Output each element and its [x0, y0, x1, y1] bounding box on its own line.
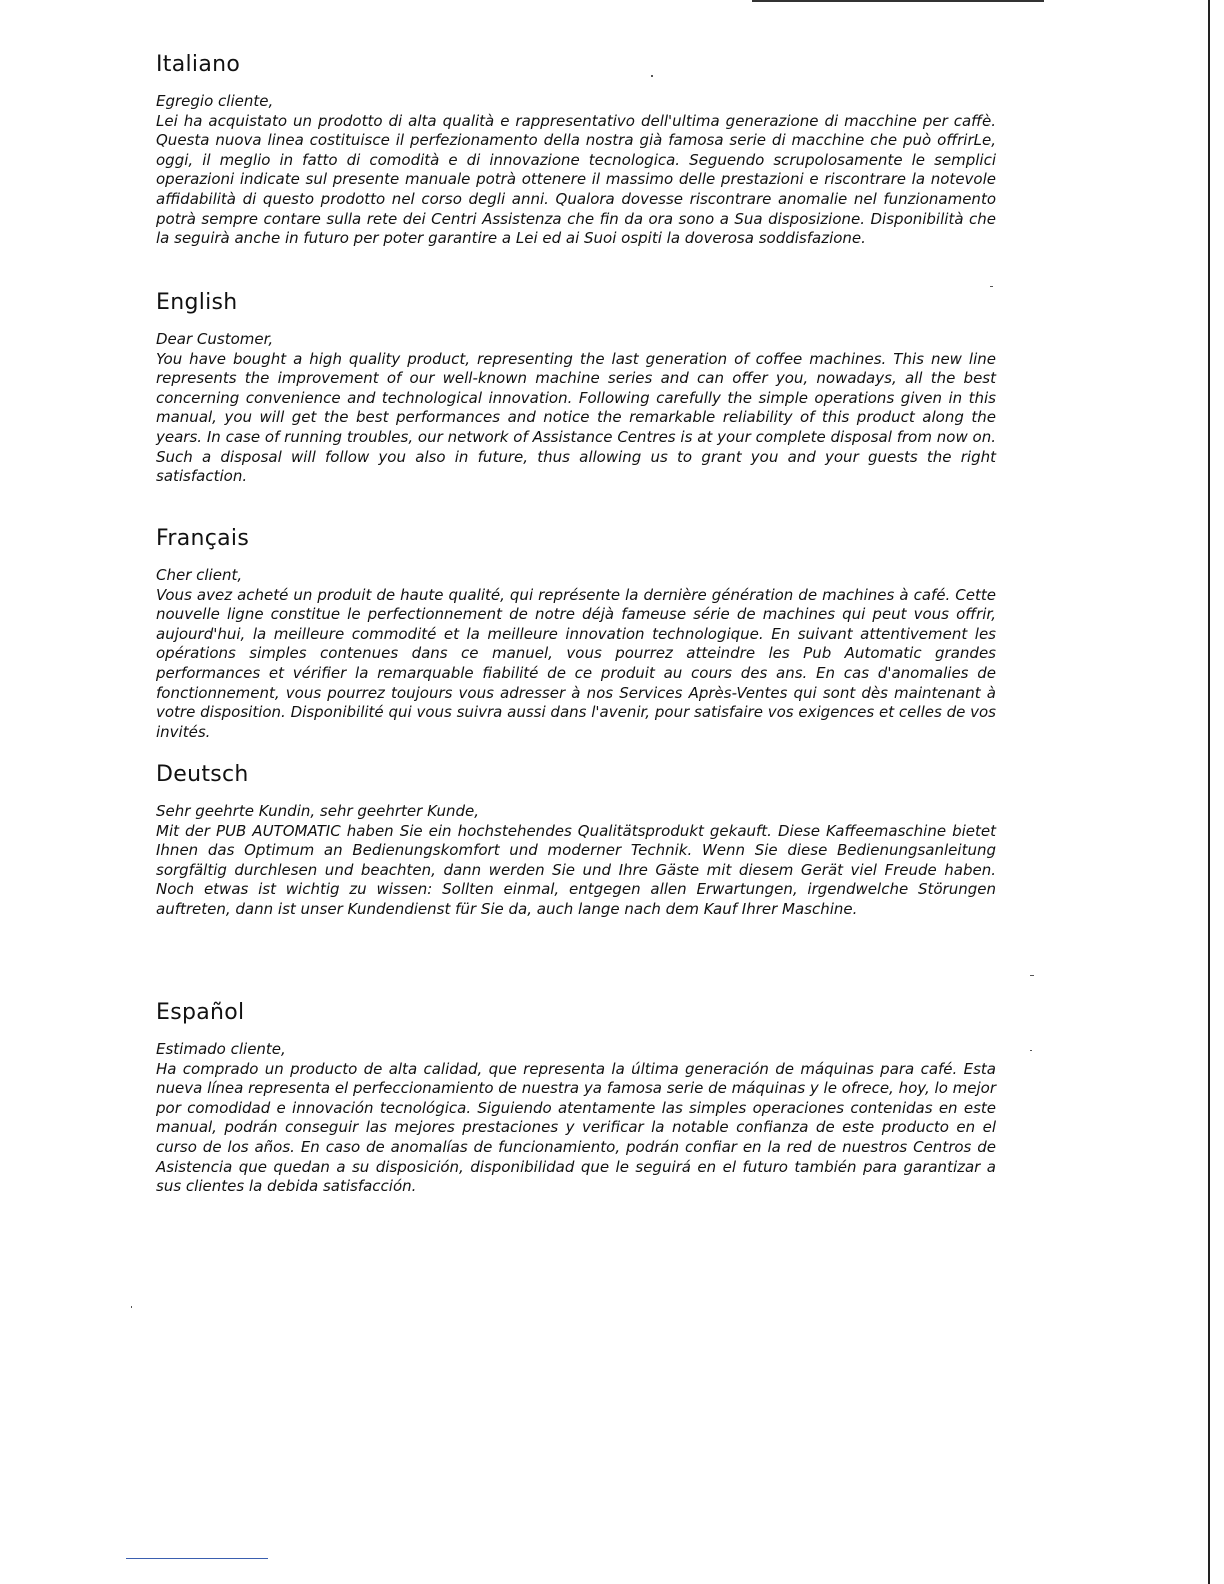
section-espanol — [156, 1000, 996, 1197]
scan-speck — [131, 1306, 132, 1308]
section-body: Ha comprado un producto de alta calidad, que representa la última generación de máquinas para café. Esta nueva línea representa el perfeccionamiento de nuestra ya famosa serie de máquinas y le ofrece, hoy, lo mejor por comodidad e innovación tecnológica. Siguiendo atentamente las simples operaciones contenidas en este manual, podrán conseguir las mejores prestaciones y verificar la notable confianza de este producto en el curso de los años. En caso de anomalías de funcionamiento, podrán confiar en la red de nuestros Centros de Asistencia que quedan a su disposición, disponibilidad que le seguirá en el futuro también para garantizar a sus clientes la debida satisfacción. — [156, 1059, 996, 1196]
salutation: Cher client, — [156, 566, 243, 584]
section-body: Lei ha acquistato un prodotto di alta qualità e rappresentativo dell'ultima generazione di macchine per caffè. Questa nuova linea costituisce il perfezionamento della nostra già famosa serie di macchine che può offrirLe, oggi, il meglio in fatto di comodità e di innovazione tecnologica. Seguendo scrupolosamente le semplici operazioni indicate sul presente manuale potrà ottenere il massimo delle prestazioni e riscontrare la notevole affidabilità di questo prodotto nel corso degli anni. Qualora dovesse riscontrare anomalie nel funzionamento potrà sempre contare sulla rete dei Centri Assistenza che fin da ora sono a Sua disposizione. Disponibilità che la seguirà anche in futuro per poter garantire a Lei ed ai Suoi ospiti la doverosa soddisfazione. — [156, 111, 996, 248]
section-heading: Français — [156, 526, 250, 551]
section-english — [156, 290, 996, 487]
bottom-rule — [126, 1558, 268, 1559]
section-heading: English — [156, 290, 238, 315]
section-deutsch — [156, 762, 996, 920]
section-heading: Italiano — [156, 52, 241, 77]
salutation: Estimado cliente, — [156, 1040, 286, 1058]
section-body: Vous avez acheté un produit de haute qualité, qui représente la dernière génération de machines à café. Cette nouvelle ligne constitue le perfectionnement de notre déjà fameuse série de machines qui peut vous offrir, aujourd'hui, la meilleure commodité et la meilleure innovation technologique. En suivant attentivement les opérations simples contenues dans ce manuel, vous pourrez atteindre les Pub Automatic grandes performances et vérifier la remarquable fiabilité de ce produit au cours des ans. En cas d'anomalies de fonctionnement, vous pourrez toujours vous adresser à nos Services Après-Ventes qui sont dès maintenant à votre disposition. Disponibilité qui vous suivra aussi dans l'avenir, pour satisfaire vos exigences et celles de vos invités. — [156, 585, 996, 741]
top-rule — [752, 0, 1044, 2]
section-body: Mit der PUB AUTOMATIC haben Sie ein hochstehendes Qualitätsprodukt gekauft. Diese Kaffeemaschine bietet Ihnen das Optimum an Bedienungskomfort und moderner Technik. Wenn Sie diese Bedienungsanleitung sorgfältig durchlesen und beachten, dann werden Sie und Ihre Gäste mit diesem Gerät viel Freude haben. Noch etwas ist wichtig zu wissen: Sollten einmal, entgegen allen Erwartungen, irgendwelche Störungen auftreten, dann ist unser Kundendienst für Sie da, auch lange nach dem Kauf Ihrer Maschine. — [156, 821, 996, 918]
scan-speck — [1030, 1050, 1032, 1051]
section-heading: Español — [156, 1000, 245, 1025]
right-page-edge — [1208, 0, 1210, 1584]
salutation: Sehr geehrte Kundin, sehr geehrter Kunde, — [156, 802, 480, 820]
section-francais — [156, 526, 996, 742]
salutation: Egregio cliente, — [156, 92, 274, 110]
section-body: You have bought a high quality product, representing the last generation of coffee machines. This new line represents the improvement of our well-known machine series and can offer you, nowadays, all the best concerning convenience and technological innovation. Following carefully the simple operations given in this manual, you will get the best performances and notice the remarkable reliability of this product along the years. In case of running troubles, our network of Assistance Centres is at your complete disposal from now on. Such a disposal will follow you also in future, thus allowing us to grant you and your guests the right satisfaction. — [156, 349, 996, 486]
scan-speck — [990, 286, 993, 287]
section-italiano — [156, 52, 996, 249]
scan-speck — [1030, 975, 1034, 976]
section-heading: Deutsch — [156, 762, 249, 787]
salutation: Dear Customer, — [156, 330, 274, 348]
